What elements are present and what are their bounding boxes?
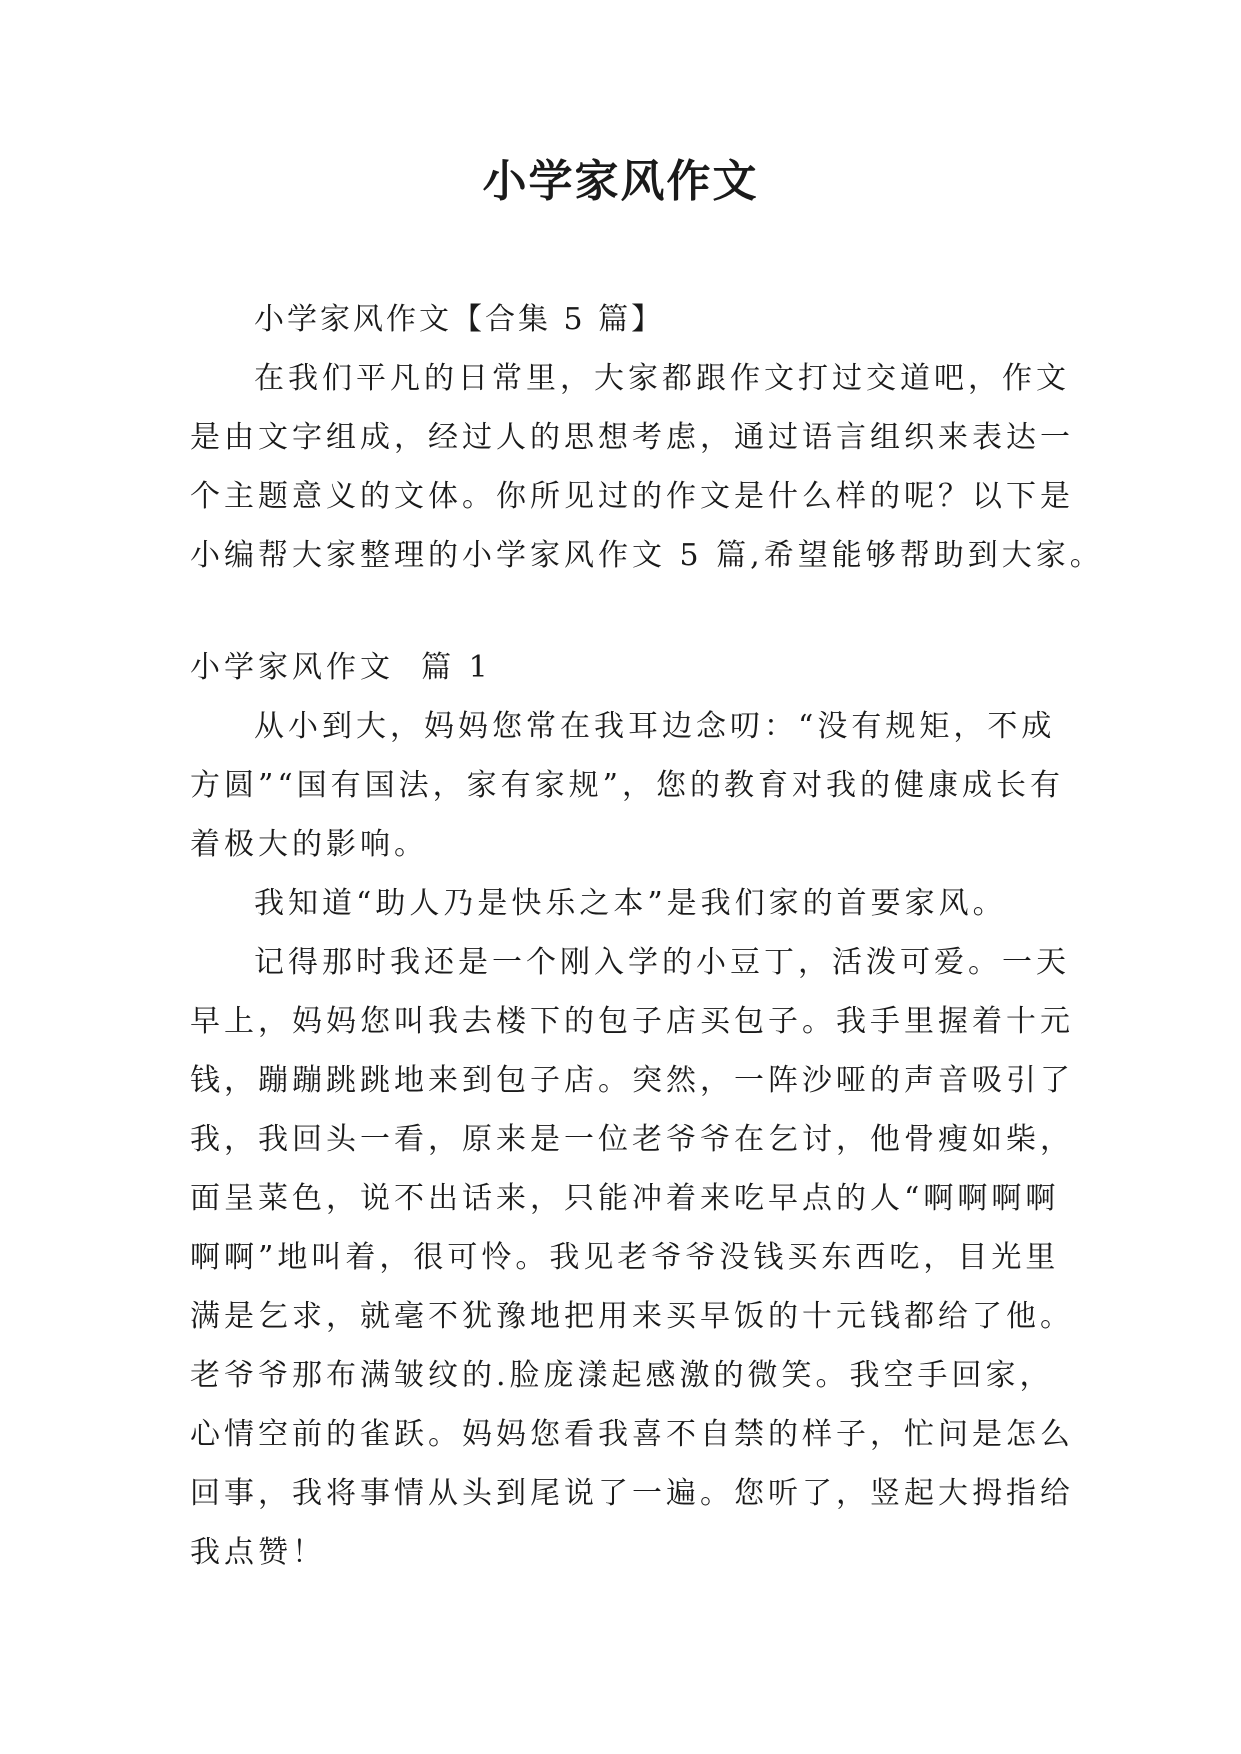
text-line: 老爷爷那布满皱纹的.脸庞漾起感激的微笑。我空手回家， (190, 1358, 1054, 1393)
paragraph-2 (190, 874, 1050, 933)
text-line: 满是乞求，就毫不犹豫地把用来买早饭的十元钱都给了他。 (190, 1299, 1074, 1334)
intro-paragraph (190, 349, 1104, 585)
document-subtitle: 小学家风作文【合集 5 篇】 (254, 302, 665, 337)
text-line: 啊啊”地叫着，很可怜。我见老爷爷没钱买东西吃，目光里 (190, 1240, 1060, 1275)
document-title: 小学家风作文 (482, 156, 759, 207)
paragraph-3 (190, 933, 1074, 1582)
text-line: 钱，蹦蹦跳跳地来到包子店。突然，一阵沙哑的声音吸引了 (190, 1063, 1074, 1098)
section-heading: 小学家风作文 篇 1 (190, 650, 492, 685)
text-line: 在我们平凡的日常里，大家都跟作文打过交道吧，作文 (254, 361, 1070, 396)
text-line: 记得那时我还是一个刚入学的小豆丁，活泼可爱。一天 (254, 945, 1070, 980)
paragraph-1 (190, 697, 1065, 874)
text-line: 个主题意义的文体。你所见过的作文是什么样的呢？以下是 (190, 479, 1074, 514)
text-line: 我点赞！ (190, 1535, 326, 1570)
text-line: 心情空前的雀跃。妈妈您看我喜不自禁的样子，忙问是怎么 (190, 1417, 1074, 1452)
text-line: 我知道“助人乃是快乐之本”是我们家的首要家风。 (254, 886, 1007, 921)
text-line: 回事，我将事情从头到尾说了一遍。您听了，竖起大拇指给 (190, 1476, 1074, 1511)
text-line: 从小到大，妈妈您常在我耳边念叨：“没有规矩，不成 (254, 709, 1056, 744)
text-line: 我，我回头一看，原来是一位老爷爷在乞讨，他骨瘦如柴， (190, 1122, 1074, 1157)
text-line: 面呈菜色，说不出话来，只能冲着来吃早点的人“啊啊啊啊 (190, 1181, 1060, 1216)
document-body (190, 290, 1104, 1582)
text-line: 着极大的影响。 (190, 827, 428, 862)
text-line: 小编帮大家整理的小学家风作文 5 篇,希望能够帮助到大家。 (190, 538, 1104, 573)
text-line: 是由文字组成，经过人的思想考虑，通过语言组织来表达一 (190, 420, 1074, 455)
text-line: 早上，妈妈您叫我去楼下的包子店买包子。我手里握着十元 (190, 1004, 1074, 1039)
section-spacer (190, 585, 1050, 638)
text-line: 方圆”“国有国法，家有家规”，您的教育对我的健康成长有 (190, 768, 1065, 803)
